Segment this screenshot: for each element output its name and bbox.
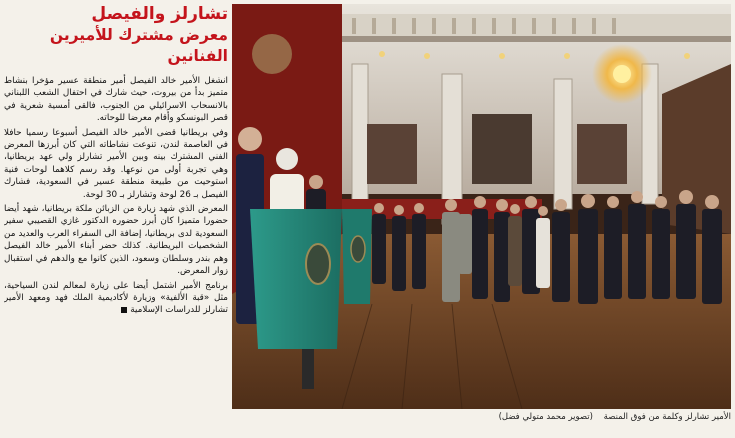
balcony [342,14,731,36]
podium-main [250,209,342,349]
photo-caption: الأمير تشارلز وكلمة من فوق المنصة [603,412,731,422]
balcony-ledge [342,36,731,42]
article-paragraph-4-text: برنامج الأمير اشتمل أيضا على زيارة لمعالم لندن السياحية، مثل «قبة الألفية» وزيارة لأكاديمية الملك فهد ومعهد الأمير تشارلز للدراسات الإسلامية [4,280,228,316]
wall-crest [252,34,292,74]
article-paragraph-1: انشغل الأمير خالد الفيصل أمير منطقة عسير مؤخرا بنشاط متميز بدأ من بيروت، حيث شارك في احتفال الشعب اللبناني بالانسحاب الاسرائيلي من الجنوب، فالقى أمسية شعرية في قصر البونسكو وأقام معرضا للوحاته. [4,76,228,124]
article-body [4,75,228,317]
article-paragraph-4 [4,280,228,317]
chandelier [613,65,631,83]
end-of-article-mark [121,307,127,313]
podium-emblem [306,244,330,284]
photo-caption-line [232,410,731,424]
alcove-right [577,124,627,184]
headline-sub: معرض مشترك للأميرين الفنانين [49,26,228,65]
article-column [4,4,228,434]
event-photo [232,4,731,409]
photo-credit: (تصوير محمد متولي فضل) [498,412,593,422]
headline-main: تشارلز والفيصل [91,4,228,24]
doorway [472,114,532,184]
alcove-left [367,124,417,184]
article-paragraph-2: وفي بريطانيا قضى الأمير خالد الفيصل أسبوعا رسميا حافلا في العاصمة لندن، تنوعت نشاطاته التي كان أبرزها المعرض الفني المشترك بينه وبين الأمير تشارلز ولي عهد بريطانيا، وهي تجربة أولى من نوعها. وقد رسم كلاهما لوحات فنية استوحيت من طبيعة منطقة عسير في السعودية، فشارك الفيصل بـ 26 لوحة وتشارلز بـ 30 لوحة. [4,127,228,200]
article-paragraph-3: المعرض الذي شهد زيارة من الزبائن ملكة بريطانيا، شهد أيضا حضورا متميزا كان أبرز حضوره الدكتور غازي القصيبي سفير السعودية لدى بريطانيا، إضافة الى السفراء العرب والعديد من الشخصيات البريطانية. كذلك حضر أبناء الأمير خالد الفيصل وهم بندر وسلطان وسعود، الذين كانوا مع والدهم في استقبال زوار المعرض. [4,204,228,277]
event-photo-illustration [232,4,731,409]
